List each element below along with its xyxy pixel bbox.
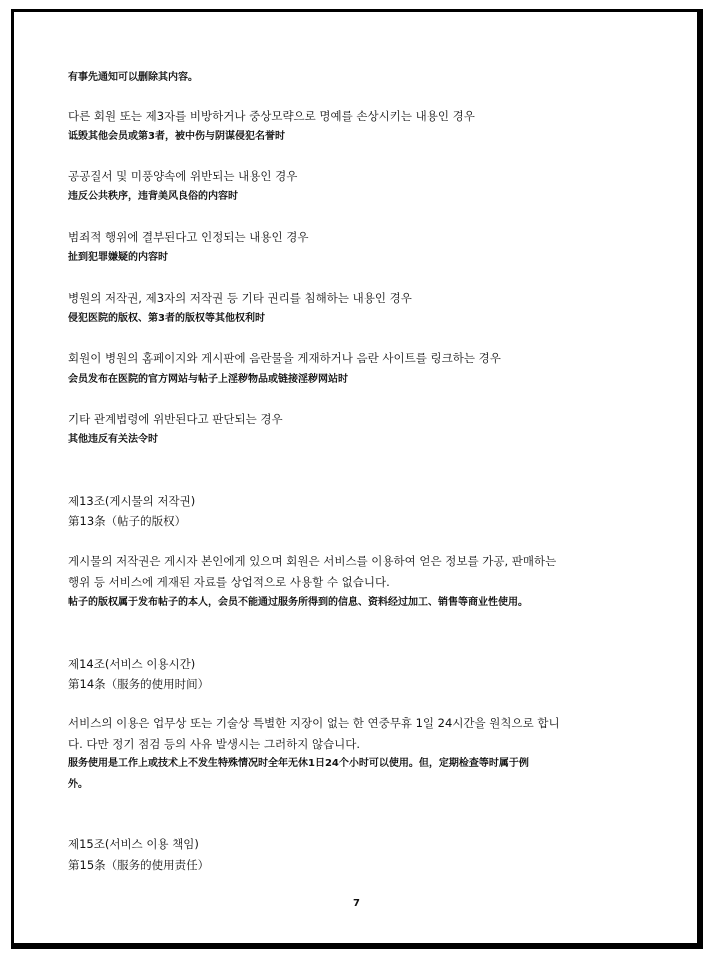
page-number: 7: [353, 898, 360, 909]
item-chinese: 扯到犯罪嫌疑的内容时: [68, 252, 168, 263]
article-14-body-korean: 다. 다만 정기 점검 등의 사유 발생시는 그러하지 않습니다.: [68, 737, 361, 751]
article-13-title-chinese: 第13条（帖子的版权）: [68, 514, 187, 528]
article-14-title-korean: 제14조(서비스 이용시간): [68, 657, 196, 671]
item-chinese: 违反公共秩序，违背美风良俗的内容时: [68, 191, 238, 202]
article-14-body-korean: 서비스의 이용은 업무상 또는 기술상 특별한 지장이 없는 한 연중무휴 1일 24시간을 원칙으로 합니: [68, 716, 560, 730]
item-korean: 범죄적 행위에 결부된다고 인정되는 내용인 경우: [68, 230, 309, 244]
article-14-body-chinese: 外。: [68, 779, 88, 790]
item-korean: 다른 회원 또는 제3자를 비방하거나 중상모략으로 명예를 손상시키는 내용인 경우: [68, 109, 475, 123]
item-korean: 공공질서 및 미풍양속에 위반되는 내용인 경우: [68, 169, 298, 183]
article-13-title-korean: 제13조(게시물의 저작권): [68, 494, 196, 508]
item-chinese: 会员发布在医院的官方网站与帖子上淫秽物品或链接淫秽网站时: [68, 374, 348, 385]
article-14-title-chinese: 第14条（服务的使用时间）: [68, 677, 210, 691]
article-13-body-korean: 행위 등 서비스에 게재된 자료를 상업적으로 사용할 수 없습니다.: [68, 575, 390, 589]
item-chinese: 诋毁其他会员或第3者，被中伤与阴谋侵犯名誉时: [68, 131, 285, 142]
item-chinese: 侵犯医院的版权、第3者的版权等其他权利时: [68, 313, 265, 324]
article-13-body-korean: 게시물의 저작권은 게시자 본인에게 있으며 회원은 서비스를 이용하여 얻은 정보를 가공, 판매하는: [68, 554, 557, 568]
article-15-title-chinese: 第15条（服务的使用责任）: [68, 858, 210, 872]
item-chinese: 其他违反有关法令时: [68, 434, 158, 445]
page-border: [11, 9, 703, 949]
intro-line: 有事先通知可以删除其内容。: [68, 72, 198, 83]
item-korean: 기타 관계법령에 위반된다고 판단되는 경우: [68, 412, 283, 426]
article-15-title-korean: 제15조(서비스 이용 책임): [68, 837, 199, 851]
item-korean: 회원이 병원의 홈페이지와 게시판에 음란물을 게재하거나 음란 사이트를 링크하는 경우: [68, 351, 501, 365]
article-13-body-chinese: 帖子的版权属于发布帖子的本人，会员不能通过服务所得到的信息、资料经过加工、销售等商业性使用。: [68, 597, 528, 608]
item-korean: 병원의 저작권, 제3자의 저작권 등 기타 권리를 침해하는 내용인 경우: [68, 291, 412, 305]
article-14-body-chinese: 服务使用是工作上或技术上不发生特殊情况时全年无休1日24个小时可以使用。但，定期检查等时属于例: [68, 758, 529, 769]
